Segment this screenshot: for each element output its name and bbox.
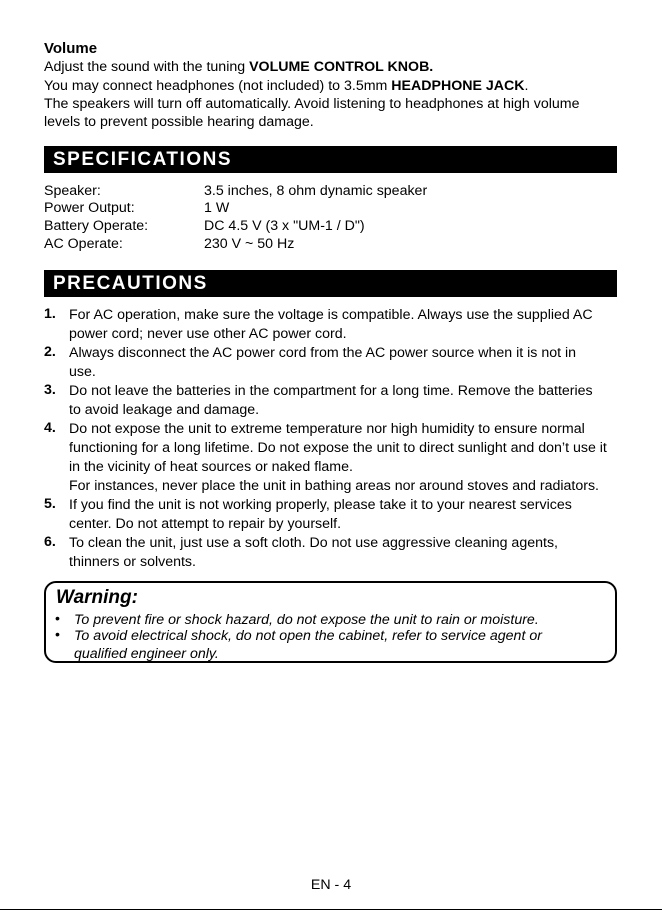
volume-line-2: You may connect headphones (not included) to 3.5mm HEADPHONE JACK. (44, 78, 529, 94)
precaution-text: center. Do not attempt to repair by yourself. (69, 516, 342, 532)
precaution-text: If you find the unit is not working properly, please take it to your nearest services (69, 497, 572, 513)
warning-item-2-continued: qualified engineer only. (74, 646, 219, 662)
warning-bullet: • (55, 611, 60, 627)
precaution-text: Always disconnect the AC power cord from the AC power source when it is not in (69, 345, 577, 361)
precaution-text: For AC operation, make sure the voltage is compatible. Always use the supplied AC (69, 307, 593, 323)
spec-label: Speaker: (44, 183, 101, 199)
precaution-text: power cord; never use other AC power cord. (69, 326, 347, 342)
warning-title: Warning: (56, 587, 138, 608)
volume-line-3: The speakers will turn off automatically. Avoid listening to headphones at high volume (44, 96, 580, 112)
spec-label: Battery Operate: (44, 218, 149, 234)
headphone-jack-term: HEADPHONE JACK (391, 78, 525, 94)
precaution-text: thinners or solvents. (69, 554, 196, 570)
precaution-number: 5. (44, 496, 56, 512)
precaution-number: 2. (44, 344, 56, 360)
precaution-number: 1. (44, 306, 56, 322)
spec-value: 230 V ~ 50 Hz (204, 236, 295, 252)
precaution-text: in the vicinity of heat sources or naked flame. (69, 459, 353, 475)
precautions-header: PRECAUTIONS (44, 270, 617, 297)
precaution-text: Do not leave the batteries in the compartment for a long time. Remove the batteries (69, 383, 593, 399)
bottom-divider (0, 909, 662, 910)
precaution-text: For instances, never place the unit in bathing areas nor around stoves and radiators. (69, 478, 599, 494)
precaution-text: To clean the unit, just use a soft cloth. Do not use aggressive cleaning agents, (69, 535, 558, 551)
spec-value: 1 W (204, 200, 230, 216)
volume-heading: Volume (44, 40, 98, 57)
warning-bullet: • (55, 627, 60, 643)
spec-label: Power Output: (44, 200, 135, 216)
precaution-text: to avoid leakage and damage. (69, 402, 260, 418)
specifications-header: SPECIFICATIONS (44, 146, 617, 173)
page-number: EN - 4 (310, 877, 352, 893)
volume-line-1: Adjust the sound with the tuning VOLUME CONTROL KNOB. (44, 59, 434, 75)
precaution-number: 6. (44, 534, 56, 550)
warning-item-2: To avoid electrical shock, do not open the cabinet, refer to service agent or (74, 628, 542, 644)
warning-item-1: To prevent fire or shock hazard, do not expose the unit to rain or moisture. (74, 612, 539, 628)
volume-control-knob-term: VOLUME CONTROL KNOB. (249, 59, 434, 75)
spec-value: DC 4.5 V (3 x "UM-1 / D") (204, 218, 365, 234)
precaution-text: functioning for a long lifetime. Do not expose the unit to direct sunlight and don’t use it (69, 440, 607, 456)
volume-line-4: levels to prevent possible hearing damage. (44, 114, 314, 130)
spec-value: 3.5 inches, 8 ohm dynamic speaker (204, 183, 428, 199)
precaution-text: use. (69, 364, 96, 380)
spec-label: AC Operate: (44, 236, 123, 252)
precaution-number: 3. (44, 382, 56, 398)
precaution-number: 4. (44, 420, 56, 436)
precaution-text: Do not expose the unit to extreme temperature nor high humidity to ensure normal (69, 421, 585, 437)
